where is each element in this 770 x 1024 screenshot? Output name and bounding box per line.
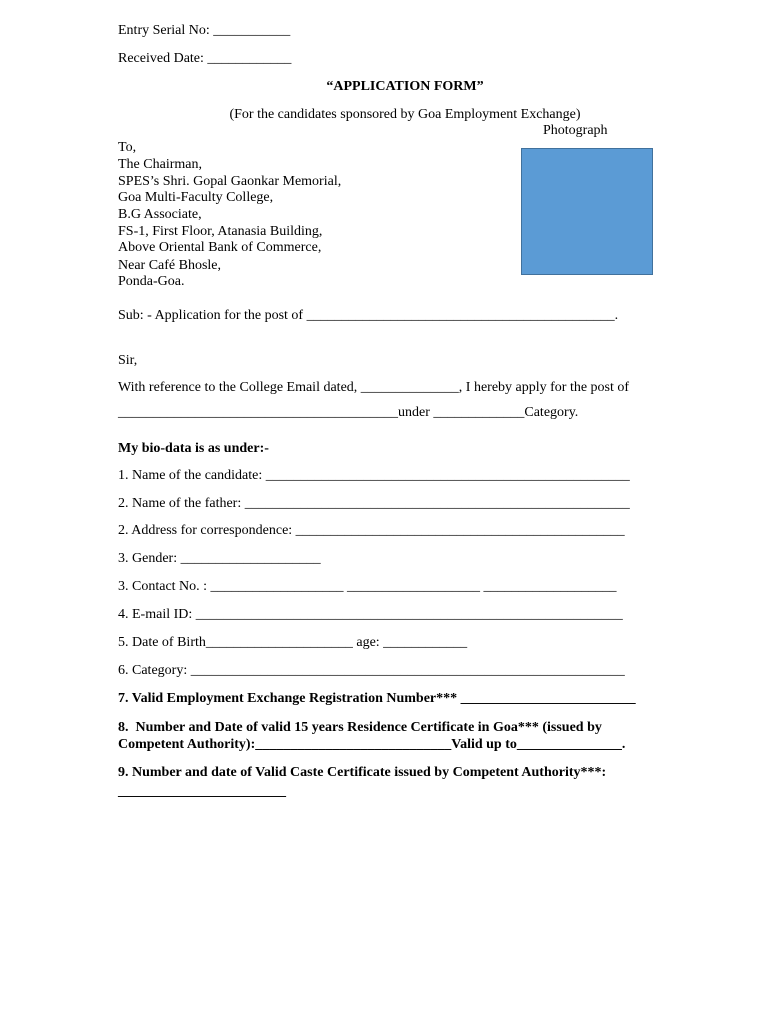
body-line-1: With reference to the College Email dated, ______________, I hereby apply for the post of	[118, 380, 630, 395]
address-field: 2. Address for correspondence: _______________________________________________	[118, 523, 625, 538]
address-line: To,	[118, 140, 137, 155]
contact-field: 3. Contact No. : ___________________ ___________________ ___________________	[118, 579, 617, 594]
address-line: FS-1, First Floor, Atanasia Building,	[118, 224, 323, 239]
address-line: SPES’s Shri. Gopal Gaonkar Memorial,	[118, 174, 342, 189]
address-line: Above Oriental Bank of Commerce,	[118, 240, 322, 255]
email-field: 4. E-mail ID: _____________________________________________________________	[118, 607, 623, 622]
address-line: The Chairman,	[118, 157, 202, 172]
entry-serial-field: Entry Serial No: ___________	[118, 23, 291, 38]
category-field: 6. Category: ______________________________________________________________	[118, 663, 625, 678]
photograph-label: Photograph	[543, 123, 608, 138]
address-line: Ponda-Goa.	[118, 274, 185, 289]
caste-certificate-line-2: ________________________	[118, 784, 286, 799]
salutation: Sir,	[118, 353, 138, 368]
caste-certificate-line-1: 9. Number and date of Valid Caste Certificate issued by Competent Authority***:	[118, 765, 607, 780]
candidate-name-field: 1. Name of the candidate: ____________________________________________________	[118, 468, 630, 483]
form-subtitle: (For the candidates sponsored by Goa Employment Exchange)	[229, 107, 581, 122]
address-line: Near Café Bhosle,	[118, 258, 222, 273]
residence-certificate-line-2: Competent Authority):____________________________Valid up to_______________.	[118, 737, 626, 752]
dob-age-field: 5. Date of Birth_____________________ age: ____________	[118, 635, 468, 650]
body-line-2: ________________________________________under _____________Category.	[118, 405, 579, 420]
residence-certificate-line-1: 8. Number and Date of valid 15 years Residence Certificate in Goa*** (issued by	[118, 720, 602, 735]
biodata-heading: My bio-data is as under:-	[118, 441, 269, 456]
address-line: Goa Multi-Faculty College,	[118, 190, 274, 205]
gender-field: 3. Gender: ____________________	[118, 551, 321, 566]
photograph-box	[521, 148, 653, 275]
father-name-field: 2. Name of the father: _______________________________________________________	[118, 496, 630, 511]
address-line: B.G Associate,	[118, 207, 202, 222]
subject-line: Sub: - Application for the post of ____________________________________________.	[118, 308, 619, 323]
received-date-field: Received Date: ____________	[118, 51, 292, 66]
form-title: “APPLICATION FORM”	[326, 79, 484, 94]
employment-exchange-field: 7. Valid Employment Exchange Registration Number*** _________________________	[118, 691, 636, 706]
